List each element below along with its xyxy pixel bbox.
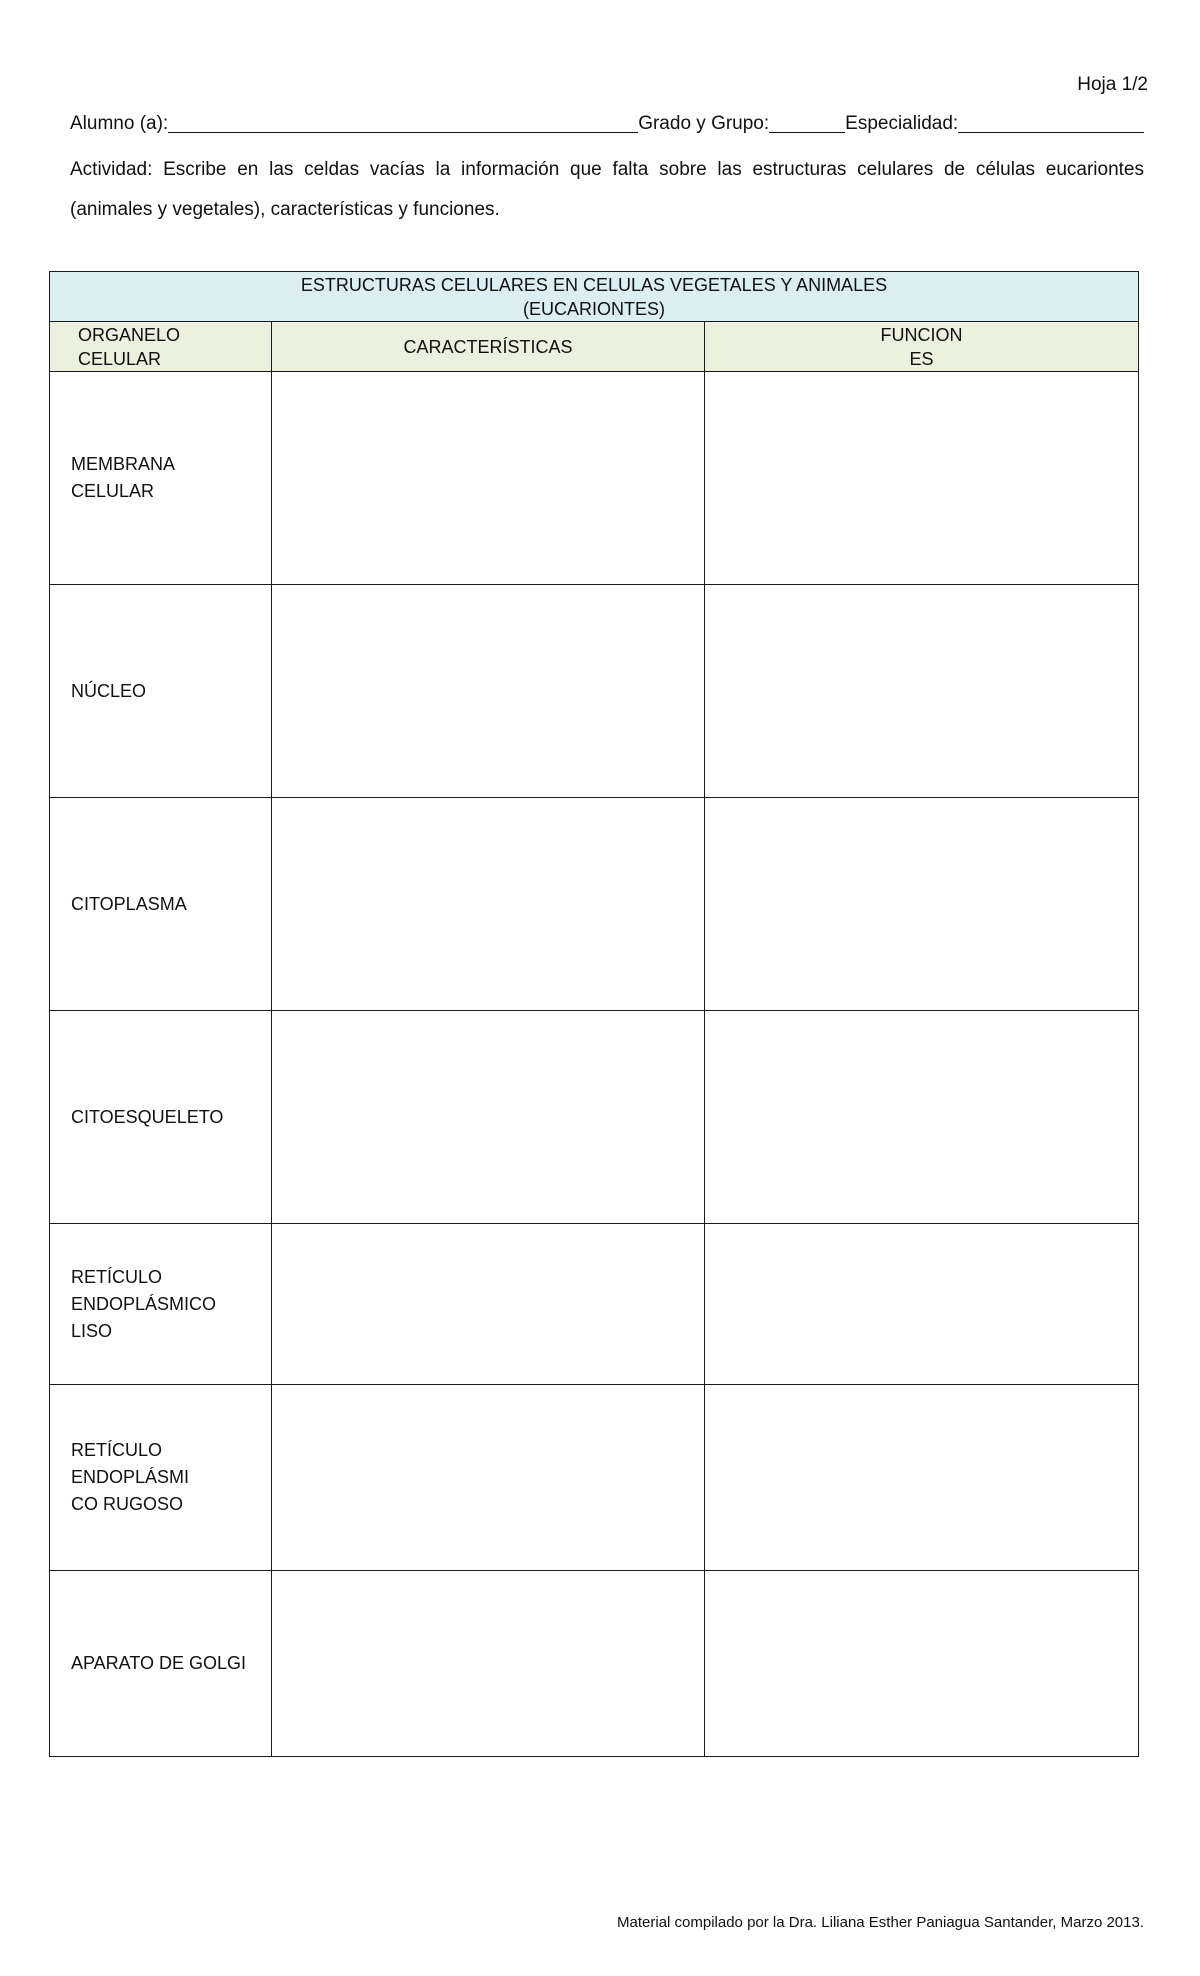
organelle-name-cell: [50, 1011, 272, 1224]
header-organelle: [50, 322, 272, 372]
functions-cell[interactable]: [705, 1011, 1139, 1224]
table-title-row: [50, 272, 1139, 322]
table-body: [50, 372, 1139, 1757]
header-characteristics-label: CARACTERÍSTICAS: [403, 336, 573, 357]
header-organelle-line1: ORGANELO: [78, 324, 181, 345]
organelle-name-line: RETÍCULO: [71, 1440, 163, 1460]
cell-structures-table: [49, 271, 1139, 1757]
characteristics-cell[interactable]: [272, 372, 705, 585]
functions-cell[interactable]: [705, 372, 1139, 585]
table-row: [50, 798, 1139, 1011]
page-number: Hoja 1/2: [1077, 74, 1148, 95]
characteristics-cell[interactable]: [272, 1011, 705, 1224]
table-title-line2: (EUCARIONTES): [522, 298, 665, 319]
organelle-name-cell: [50, 1571, 272, 1757]
organelle-name-line: NÚCLEO: [71, 680, 147, 701]
table-row: [50, 1571, 1139, 1757]
header-functions-line2: ES: [909, 348, 934, 369]
footer-credit: Material compilado por la Dra. Liliana Esther Paniagua Santander, Marzo 2013.: [617, 1914, 1144, 1931]
student-name-label: Alumno (a):: [70, 113, 169, 134]
header-organelle-line2: CELULAR: [78, 348, 162, 369]
table-row: [50, 585, 1139, 798]
organelle-name-cell: [50, 798, 272, 1011]
functions-cell[interactable]: [705, 1385, 1139, 1571]
specialty-blank[interactable]: [958, 112, 1144, 133]
characteristics-cell[interactable]: [272, 798, 705, 1011]
table-row: [50, 1224, 1139, 1385]
organelle-name-line: LISO: [71, 1320, 113, 1341]
organelle-name-line: CELULAR: [71, 481, 155, 501]
student-info-line: [70, 112, 1144, 135]
student-name-blank[interactable]: [168, 112, 638, 133]
header-functions: [705, 322, 1139, 372]
table-header-row: [50, 322, 1139, 372]
table-title: [50, 272, 1139, 322]
organelle-name-line: ENDOPLÁSMI: [71, 1467, 190, 1487]
characteristics-cell[interactable]: [272, 585, 705, 798]
organelle-name-cell: [50, 585, 272, 798]
organelle-name-line: CITOPLASMA: [71, 893, 187, 914]
functions-cell[interactable]: [705, 1224, 1139, 1385]
organelle-name-cell: [50, 372, 272, 585]
organelle-name-line: CITOESQUELETO: [71, 1106, 224, 1127]
organelle-name-cell: [50, 1385, 272, 1571]
table-row: [50, 372, 1139, 585]
characteristics-cell[interactable]: [272, 1385, 705, 1571]
grade-group-label: Grado y Grupo:: [638, 113, 770, 134]
organelle-name-cell: [50, 1224, 272, 1385]
organelle-name-line: RETÍCULO: [71, 1266, 163, 1287]
characteristics-cell[interactable]: [272, 1224, 705, 1385]
activity-instructions: Actividad: Escribe en las celdas vacías la información que falta sobre las estructuras celulares de células eucariontes (animales y vegetales), características y funciones.: [70, 159, 1144, 220]
organelle-name-line: APARATO DE GOLGI: [71, 1653, 247, 1673]
table-row: [50, 1011, 1139, 1224]
header-characteristics: [272, 322, 705, 372]
header-functions-line1: FUNCION: [880, 324, 963, 345]
table-title-line1: ESTRUCTURAS CELULARES EN CELULAS VEGETALES Y ANIMALES: [300, 274, 888, 295]
functions-cell[interactable]: [705, 798, 1139, 1011]
characteristics-cell[interactable]: [272, 1571, 705, 1757]
organelle-name-line: CO RUGOSO: [71, 1494, 184, 1514]
specialty-label: Especialidad:: [845, 113, 959, 134]
table-row: [50, 1385, 1139, 1571]
organelle-name-line: ENDOPLÁSMICO: [71, 1293, 217, 1314]
functions-cell[interactable]: [705, 1571, 1139, 1757]
organelle-name-line: MEMBRANA: [71, 454, 176, 474]
functions-cell[interactable]: [705, 585, 1139, 798]
grade-group-blank[interactable]: [769, 112, 845, 133]
